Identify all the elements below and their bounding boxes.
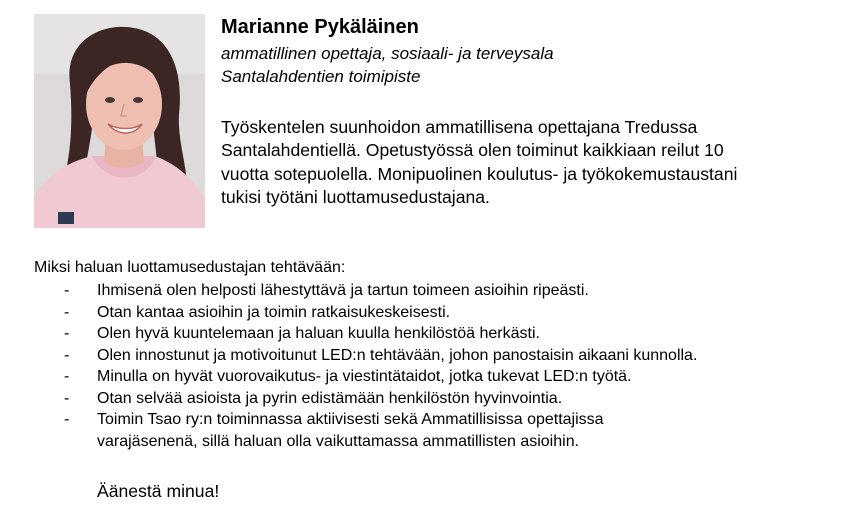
list-item	[34, 388, 844, 410]
list-item	[34, 366, 844, 388]
list-item	[34, 345, 844, 367]
profile-photo	[34, 14, 205, 228]
bullet-dash: -	[64, 303, 70, 321]
reason-text: Olen hyvä kuuntelemaan ja haluan kuulla henkilöstöä herkästi.	[97, 325, 540, 342]
list-item	[34, 323, 844, 345]
bio-line: vuotta sotepuolella. Monipuolinen koulutus- ja työkokemustaustani	[221, 163, 738, 184]
bio-line: Santalahdentiellä. Opetustyössä olen toiminut kaikkiaan reilut 10	[221, 140, 724, 161]
list-item	[34, 409, 844, 452]
candidate-name: Marianne Pykäläinen	[221, 16, 419, 38]
bullet-dash: -	[64, 346, 70, 364]
candidate-bio	[221, 116, 841, 209]
candidate-location: Santalahdentien toimipiste	[221, 67, 421, 86]
bullet-dash: -	[64, 368, 70, 385]
reason-text: Minulla on hyvät vuorovaikutus- ja viestintätaidot, jotka tukevat LED:n työtä.	[97, 368, 632, 385]
motivation-heading: Miksi haluan luottamusedustajan tehtävään:	[34, 259, 346, 276]
list-item	[34, 302, 844, 324]
reason-text: Otan selvää asioista ja pyrin edistämään henkilöstön hyvinvointia.	[97, 389, 563, 407]
bio-line: Työskentelen suunhoidon ammatillisena opettajana Tredussa	[221, 117, 698, 137]
bio-line: tukisi työtäni luottamusedustajana.	[221, 186, 490, 207]
vote-call: Äänestä minua!	[97, 481, 220, 501]
reason-text: Otan kantaa asioihin ja toimin ratkaisukeskeisesti.	[97, 303, 451, 321]
bullet-dash: -	[64, 389, 70, 407]
bullet-dash: -	[64, 282, 70, 299]
list-item	[34, 280, 844, 302]
reasons-list	[34, 280, 844, 452]
bullet-dash: -	[64, 411, 70, 428]
candidate-role: ammatillinen opettaja, sosiaali- ja terveysala	[221, 44, 554, 63]
reason-text: Ihmisenä olen helposti lähestyttävä ja tartun toimeen asioihin ripeästi.	[97, 282, 589, 299]
reason-text: Olen innostunut ja motivoitunut LED:n tehtävään, johon panostaisin aikaani kunnolla.	[97, 346, 698, 364]
bullet-dash: -	[64, 325, 70, 342]
reason-continuation: varajäsenenä, sillä haluan olla vaikuttamassa ammatillisten asioihin.	[97, 432, 580, 450]
reason-text: Toimin Tsao ry:n toiminnassa aktiivisesti sekä Ammatillisissa opettajissa	[97, 411, 604, 428]
